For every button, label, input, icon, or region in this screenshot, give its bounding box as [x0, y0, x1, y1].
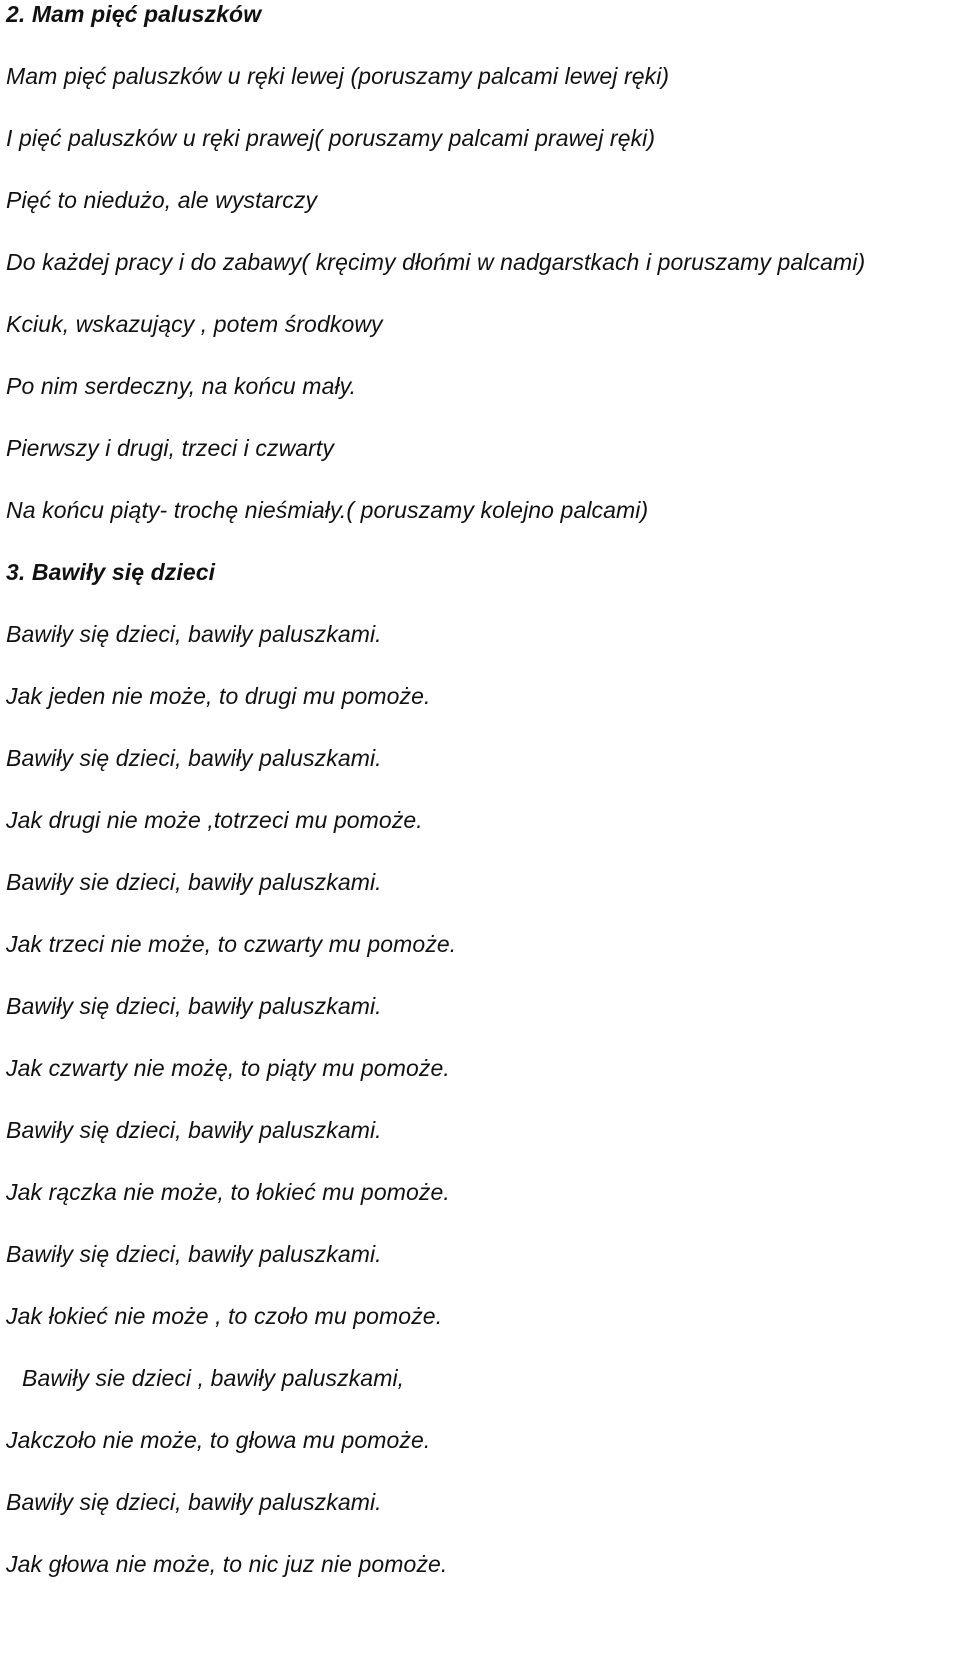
poem-2-line-5: Kciuk, wskazujący , potem środkowy	[6, 311, 383, 337]
poem-3-line-12: Jak łokieć nie może , to czoło mu pomoże.	[6, 1303, 443, 1329]
poem-2-line-4: Do każdej pracy i do zabawy( kręcimy dłońmi w nadgarstkach i poruszamy palcami)	[6, 249, 866, 275]
section-2-heading: 2. Mam pięć paluszków	[6, 1, 262, 27]
poem-3-line-1: Bawiły się dzieci, bawiły paluszkami.	[6, 621, 382, 647]
poem-3-line-11: Bawiły się dzieci, bawiły paluszkami.	[6, 1241, 382, 1267]
poem-3-line-15: Bawiły się dzieci, bawiły paluszkami.	[6, 1489, 382, 1515]
poem-3-line-3: Bawiły się dzieci, bawiły paluszkami.	[6, 745, 382, 771]
poem-3-line-16: Jak głowa nie może, to nic juz nie pomoże.	[6, 1551, 448, 1577]
poem-3-line-5: Bawiły sie dzieci, bawiły paluszkami.	[6, 869, 382, 895]
poem-2-line-1: Mam pięć paluszków u ręki lewej (poruszamy palcami lewej ręki)	[6, 63, 670, 89]
section-3-heading: 3. Bawiły się dzieci	[6, 559, 216, 585]
poem-3-line-14: Jakczoło nie może, to głowa mu pomoże.	[6, 1427, 431, 1453]
poem-3-line-7: Bawiły się dzieci, bawiły paluszkami.	[6, 993, 382, 1019]
poem-3-line-4: Jak drugi nie może ,totrzeci mu pomoże.	[6, 807, 423, 833]
poem-3-line-8: Jak czwarty nie możę, to piąty mu pomoże.	[6, 1055, 450, 1081]
poem-3-line-9: Bawiły się dzieci, bawiły paluszkami.	[6, 1117, 382, 1143]
poem-2-line-8: Na końcu piąty- trochę nieśmiały.( poruszamy kolejno palcami)	[6, 497, 649, 523]
poem-3-line-2: Jak jeden nie może, to drugi mu pomoże.	[6, 683, 431, 709]
poem-3-line-6: Jak trzeci nie może, to czwarty mu pomoże.	[6, 931, 457, 957]
poem-3-line-13: Bawiły sie dzieci , bawiły paluszkami,	[22, 1365, 405, 1391]
poem-3-line-10: Jak rączka nie może, to łokieć mu pomoże.	[6, 1179, 450, 1205]
poem-2-line-7: Pierwszy i drugi, trzeci i czwarty	[6, 435, 335, 461]
poem-2-line-2: I pięć paluszków u ręki prawej( poruszamy palcami prawej ręki)	[6, 125, 656, 151]
poem-2-line-3: Pięć to niedużo, ale wystarczy	[6, 187, 318, 213]
poem-2-line-6: Po nim serdeczny, na końcu mały.	[6, 373, 357, 399]
